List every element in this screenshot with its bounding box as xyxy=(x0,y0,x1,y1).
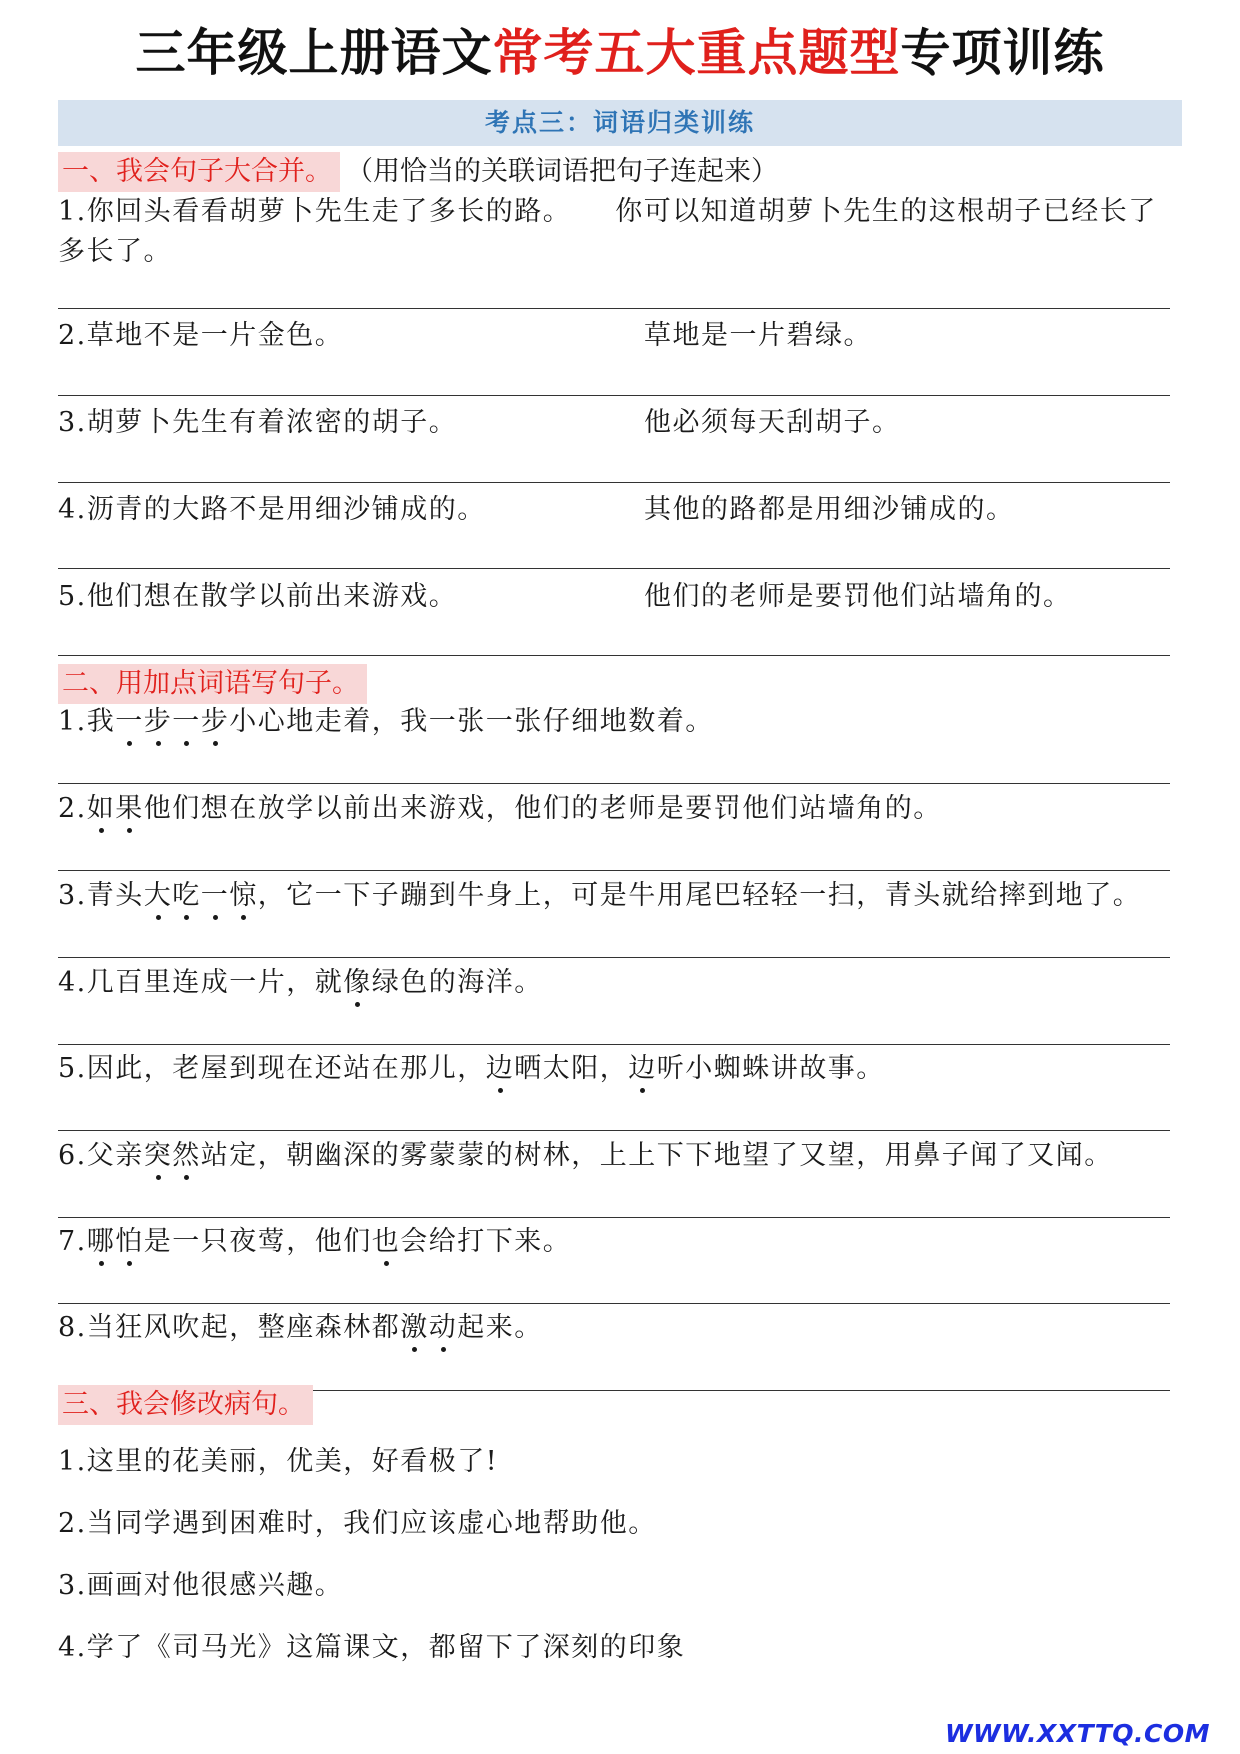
sentence-text: 几百里连成一片，就 xyxy=(86,967,344,998)
combine-left: 2.草地不是一片金色。 xyxy=(58,320,344,351)
item-number: 5. xyxy=(58,1053,87,1084)
item-number: 1. xyxy=(58,706,87,737)
emphasized-char: 然 xyxy=(172,1136,201,1176)
emphasized-char: 如 xyxy=(87,789,116,829)
answer-line xyxy=(58,568,1170,569)
item-number: 4. xyxy=(58,967,87,998)
emphasized-char: 怕 xyxy=(115,1222,144,1262)
sentence-text: 我 xyxy=(86,706,116,737)
answer-line xyxy=(58,957,1170,958)
dotted-word-sentence xyxy=(58,789,942,829)
sentence-text: 小心地走着，我一张一张仔细地数着。 xyxy=(229,706,714,737)
dotted-word-sentence xyxy=(58,1049,885,1089)
emphasized-char: 一 xyxy=(115,702,144,742)
sentence-text: 起来。 xyxy=(457,1312,543,1343)
emphasized-char: 步 xyxy=(144,702,173,742)
dotted-word-sentence xyxy=(58,1308,543,1348)
sentence-text: 听小蜘蛛讲故事。 xyxy=(656,1053,885,1084)
watermark: WWW.XXTTQ.COM xyxy=(944,1719,1210,1748)
emphasized-char: 哪 xyxy=(87,1222,116,1262)
combine-right: 你可以知道胡萝卜先生的这根胡子已经长了多长了。 xyxy=(58,196,1157,267)
combine-right: 其他的路都是用细沙铺成的。 xyxy=(644,494,1015,525)
dotted-word-sentence xyxy=(58,1222,571,1262)
emphasized-char: 边 xyxy=(486,1049,515,1089)
emphasized-char: 突 xyxy=(144,1136,173,1176)
section-1-header xyxy=(58,152,778,192)
sentence-text: 晒太阳， xyxy=(514,1053,629,1084)
sentence-text: 会给打下来。 xyxy=(400,1226,572,1257)
sentence-text: 父亲 xyxy=(86,1140,144,1171)
answer-line xyxy=(58,783,1170,784)
combine-right: 草地是一片碧绿。 xyxy=(644,320,872,351)
dotted-word-sentence xyxy=(58,876,1141,916)
emphasized-char: 步 xyxy=(201,702,230,742)
dotted-word-sentence xyxy=(58,1136,1113,1176)
section-1-instruction: （用恰当的关联词语把句子连起来） xyxy=(346,156,778,187)
emphasized-char: 边 xyxy=(628,1049,657,1089)
item-number: 6. xyxy=(58,1140,87,1171)
emphasized-char: 一 xyxy=(201,876,230,916)
answer-line xyxy=(58,395,1170,396)
item-number: 3. xyxy=(58,880,87,911)
item-number: 8. xyxy=(58,1312,87,1343)
dotted-word-sentence xyxy=(58,963,543,1003)
emphasized-char: 动 xyxy=(429,1308,458,1348)
sentence-text: 因此，老屋到现在还站在那儿， xyxy=(86,1053,486,1084)
sentence-text: ，它一下子蹦到牛身上，可是牛用尾巴轻轻一扫，青头就给摔到地了。 xyxy=(257,880,1142,911)
sentence-text: 站定，朝幽深的雾蒙蒙的树林，上上下下地望了又望，用鼻子闻了又闻。 xyxy=(200,1140,1113,1171)
emphasized-char: 吃 xyxy=(172,876,201,916)
combine-right: 他们的老师是要罚他们站墙角的。 xyxy=(644,581,1072,612)
emphasized-char: 也 xyxy=(372,1222,401,1262)
sentence-item: 1.这里的花美丽，优美，好看极了! xyxy=(58,1446,499,1477)
title-highlight: 常考五大重点题型 xyxy=(492,24,901,82)
combine-left: 4.沥青的大路不是用细沙铺成的。 xyxy=(58,494,486,525)
answer-line xyxy=(58,1130,1170,1131)
section-3-heading: 三、我会修改病句。 xyxy=(58,1385,313,1425)
sentence-text: 青头 xyxy=(86,880,144,911)
answer-line xyxy=(58,655,1170,656)
sentence-item: 3.画画对他很感兴趣。 xyxy=(58,1570,344,1601)
answer-line xyxy=(58,1044,1170,1045)
emphasized-char: 果 xyxy=(115,789,144,829)
section-2-heading: 二、用加点词语写句子。 xyxy=(58,664,367,704)
sentence-item: 2.当同学遇到困难时，我们应该虚心地帮助他。 xyxy=(58,1508,657,1539)
answer-line xyxy=(58,308,1170,309)
emphasized-char: 惊 xyxy=(229,876,258,916)
combine-left: 1.你回头看看胡萝卜先生走了多长的路。 xyxy=(58,196,572,227)
dotted-word-sentence xyxy=(58,702,714,742)
answer-line xyxy=(58,870,1170,871)
combine-left: 5.他们想在散学以前出来游戏。 xyxy=(58,581,458,612)
answer-line xyxy=(58,1217,1170,1218)
sentence-text: 绿色的海洋。 xyxy=(371,967,543,998)
sentence-item: 4.学了《司马光》这篇课文，都留下了深刻的印象 xyxy=(58,1632,686,1663)
emphasized-char: 一 xyxy=(172,702,201,742)
emphasized-char: 大 xyxy=(144,876,173,916)
combine-item xyxy=(58,192,1178,272)
combine-left: 3.胡萝卜先生有着浓密的胡子。 xyxy=(58,407,458,438)
emphasized-char: 激 xyxy=(400,1308,429,1348)
topic-banner: 考点三：词语归类训练 xyxy=(58,100,1182,146)
sentence-text: 当狂风吹起，整座森林都 xyxy=(86,1312,401,1343)
section-3-header xyxy=(58,1385,313,1425)
sentence-text: 是一只夜莺，他们 xyxy=(143,1226,372,1257)
combine-right: 他必须每天刮胡子。 xyxy=(644,407,901,438)
section-1-heading: 一、我会句子大合并。 xyxy=(58,152,340,192)
emphasized-char: 像 xyxy=(343,963,372,1003)
sentence-text: 他们想在放学以前出来游戏，他们的老师是要罚他们站墙角的。 xyxy=(143,793,942,824)
answer-line xyxy=(58,1303,1170,1304)
title-suffix: 专项训练 xyxy=(900,24,1105,82)
item-number: 7. xyxy=(58,1226,87,1257)
item-number: 2. xyxy=(58,793,87,824)
section-2-header xyxy=(58,664,367,704)
answer-line xyxy=(58,482,1170,483)
title-prefix: 三年级上册语文 xyxy=(135,24,493,82)
page-title xyxy=(0,18,1240,88)
